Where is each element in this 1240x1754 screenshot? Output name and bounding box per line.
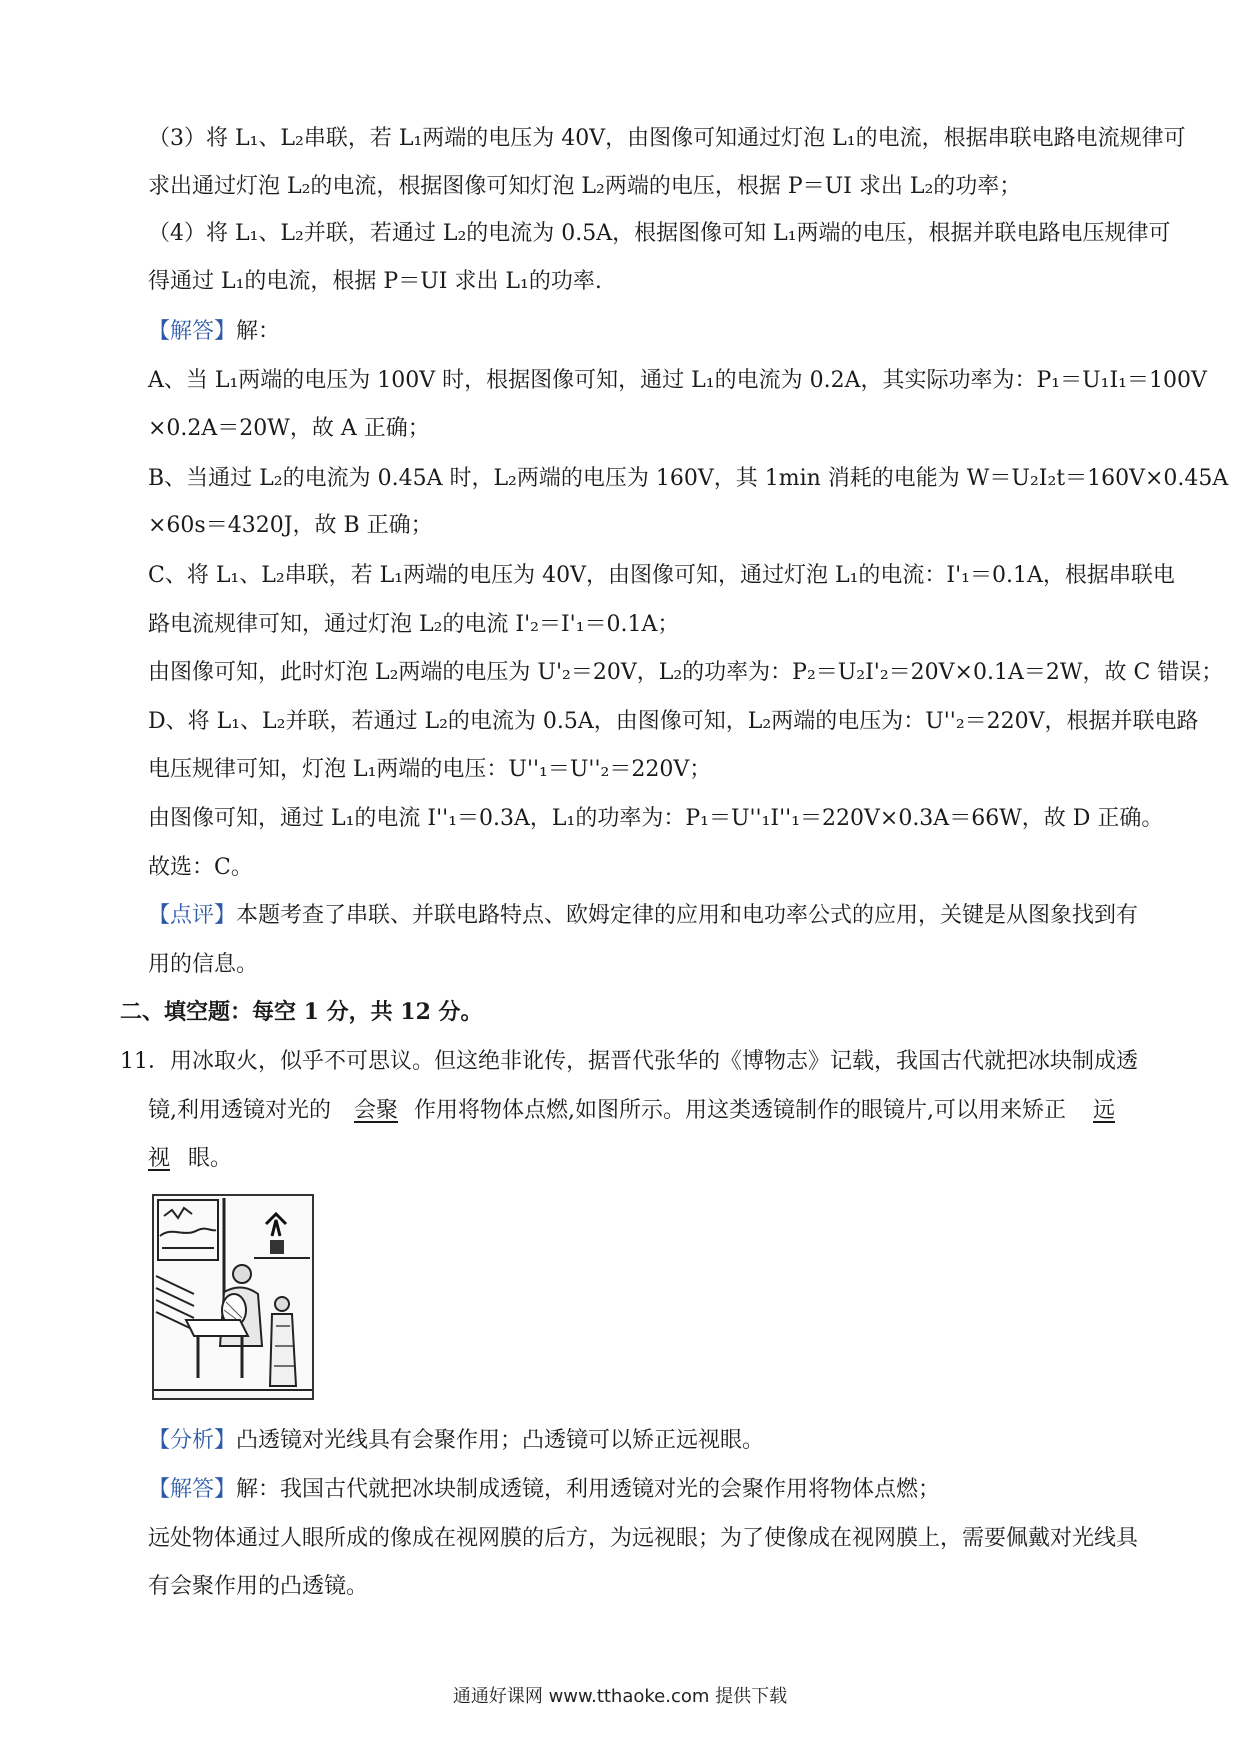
question-11-line-3 — [148, 1144, 1130, 1174]
q11-blank-2b: 视 — [148, 1146, 171, 1171]
q11-text-mid: 作用将物体点燃,如图所示。用这类透镜制作的眼镜片,可以用来矫正 — [414, 1098, 1067, 1123]
analysis2-text: 凸透镜对光线具有会聚作用；凸透镜可以矫正远视眼。 — [236, 1428, 765, 1453]
answer2-line-2: 远处物体通过人眼所成的像成在视网膜的后方，为远视眼；为了使像成在视网膜上，需要佩戴对光线具 — [148, 1526, 1139, 1551]
illustration-woodcut — [152, 1194, 314, 1400]
answer-line-a1: A、当 L₁两端的电压为 100V 时，根据图像可知，通过 L₁的电流为 0.2A，其实际功率为：P₁＝U₁I₁＝100V — [148, 368, 1207, 393]
page-footer: 通通好课网 www.tthaoke.com 提供下载 — [452, 1686, 788, 1707]
q11-text-pre: 镜,利用透镜对光的 — [148, 1098, 331, 1123]
answer-line-c3: 由图像可知，此时灯泡 L₂两端的电压为 U'₂＝20V，L₂的功率为：P₂＝U₂I'₂＝20V×0.1A＝2W，故 C 错误； — [148, 660, 1224, 685]
q11-text-post: 眼。 — [188, 1146, 233, 1171]
analysis-line-3b: 求出通过灯泡 L₂的电流，根据图像可知灯泡 L₂两端的电压，根据 P＝UI 求出 L₂的功率； — [148, 174, 1022, 199]
answer-line-b1: B、当通过 L₂的电流为 0.45A 时，L₂两端的电压为 160V，其 1min 消耗的电能为 W＝U₂I₂t＝160V×0.45A — [148, 466, 1229, 491]
answer-line-c2: 路电流规律可知，通过灯泡 L₂的电流 I'₂＝I'₁＝0.1A； — [148, 612, 680, 637]
answer-choice: 故选：C。 — [148, 855, 253, 880]
comment-line-2: 用的信息。 — [148, 952, 259, 977]
answer-line-b2: ×60s＝4320J，故 B 正确； — [148, 513, 433, 538]
answer-line-a2: ×0.2A＝20W，故 A 正确； — [148, 416, 430, 441]
answer-line-d1: D、将 L₁、L₂并联，若通过 L₂的电流为 0.5A，由图像可知，L₂两端的电压为：U''₂＝220V，根据并联电路 — [148, 709, 1199, 734]
answer-tag: 【解答】 — [148, 319, 237, 344]
scholar-lens-illustration — [154, 1196, 312, 1398]
section-heading: 二、填空题：每空 1 分，共 12 分。 — [120, 999, 483, 1025]
q11-blank-1: 会聚 — [354, 1098, 399, 1123]
question-11-line-1: 11．用冰取火，似乎不可思议。但这绝非讹传，据晋代张华的《博物志》记载，我国古代就把冰块制成透 — [120, 1049, 1138, 1074]
comment-tag: 【点评】 — [148, 903, 237, 928]
analysis-line-4b: 得通过 L₁的电流，根据 P＝UI 求出 L₁的功率. — [148, 269, 602, 294]
answer-tag-suffix: 解： — [236, 319, 281, 344]
answer-line-d3: 由图像可知，通过 L₁的电流 I''₁＝0.3A，L₁的功率为：P₁＝U''₁I''₁＝220V×0.3A＝66W，故 D 正确。 — [148, 806, 1164, 831]
q11-blank-2a: 远 — [1093, 1098, 1116, 1123]
analysis2-line — [148, 1426, 1130, 1456]
answer2-tag: 【解答】 — [148, 1477, 237, 1502]
answer2-line-1 — [148, 1475, 1130, 1505]
answer-line-c1: C、将 L₁、L₂串联，若 L₁两端的电压为 40V，由图像可知，通过灯泡 L₁的电流：I'₁＝0.1A，根据串联电 — [148, 563, 1175, 588]
analysis2-tag: 【分析】 — [148, 1428, 237, 1453]
answer2-line-3: 有会聚作用的凸透镜。 — [148, 1574, 369, 1599]
answer-heading — [148, 317, 1130, 347]
answer-line-d2: 电压规律可知，灯泡 L₁两端的电压：U''₁＝U''₂＝220V； — [148, 757, 712, 782]
answer2-text-1: 解：我国古代就把冰块制成透镜，利用透镜对光的会聚作用将物体点燃； — [236, 1477, 941, 1502]
analysis-line-4: （4）将 L₁、L₂并联，若通过 L₂的电流为 0.5A，根据图像可知 L₁两端的电压，根据并联电路电压规律可 — [148, 221, 1171, 246]
comment-text-1: 本题考查了串联、并联电路特点、欧姆定律的应用和电功率公式的应用，关键是从图象找到有 — [236, 903, 1139, 928]
question-11-line-2 — [148, 1096, 1130, 1126]
analysis-line-3: （3）将 L₁、L₂串联，若 L₁两端的电压为 40V，由图像可知通过灯泡 L₁的电流，根据串联电路电流规律可 — [148, 126, 1186, 151]
comment-line-1 — [148, 901, 1139, 931]
